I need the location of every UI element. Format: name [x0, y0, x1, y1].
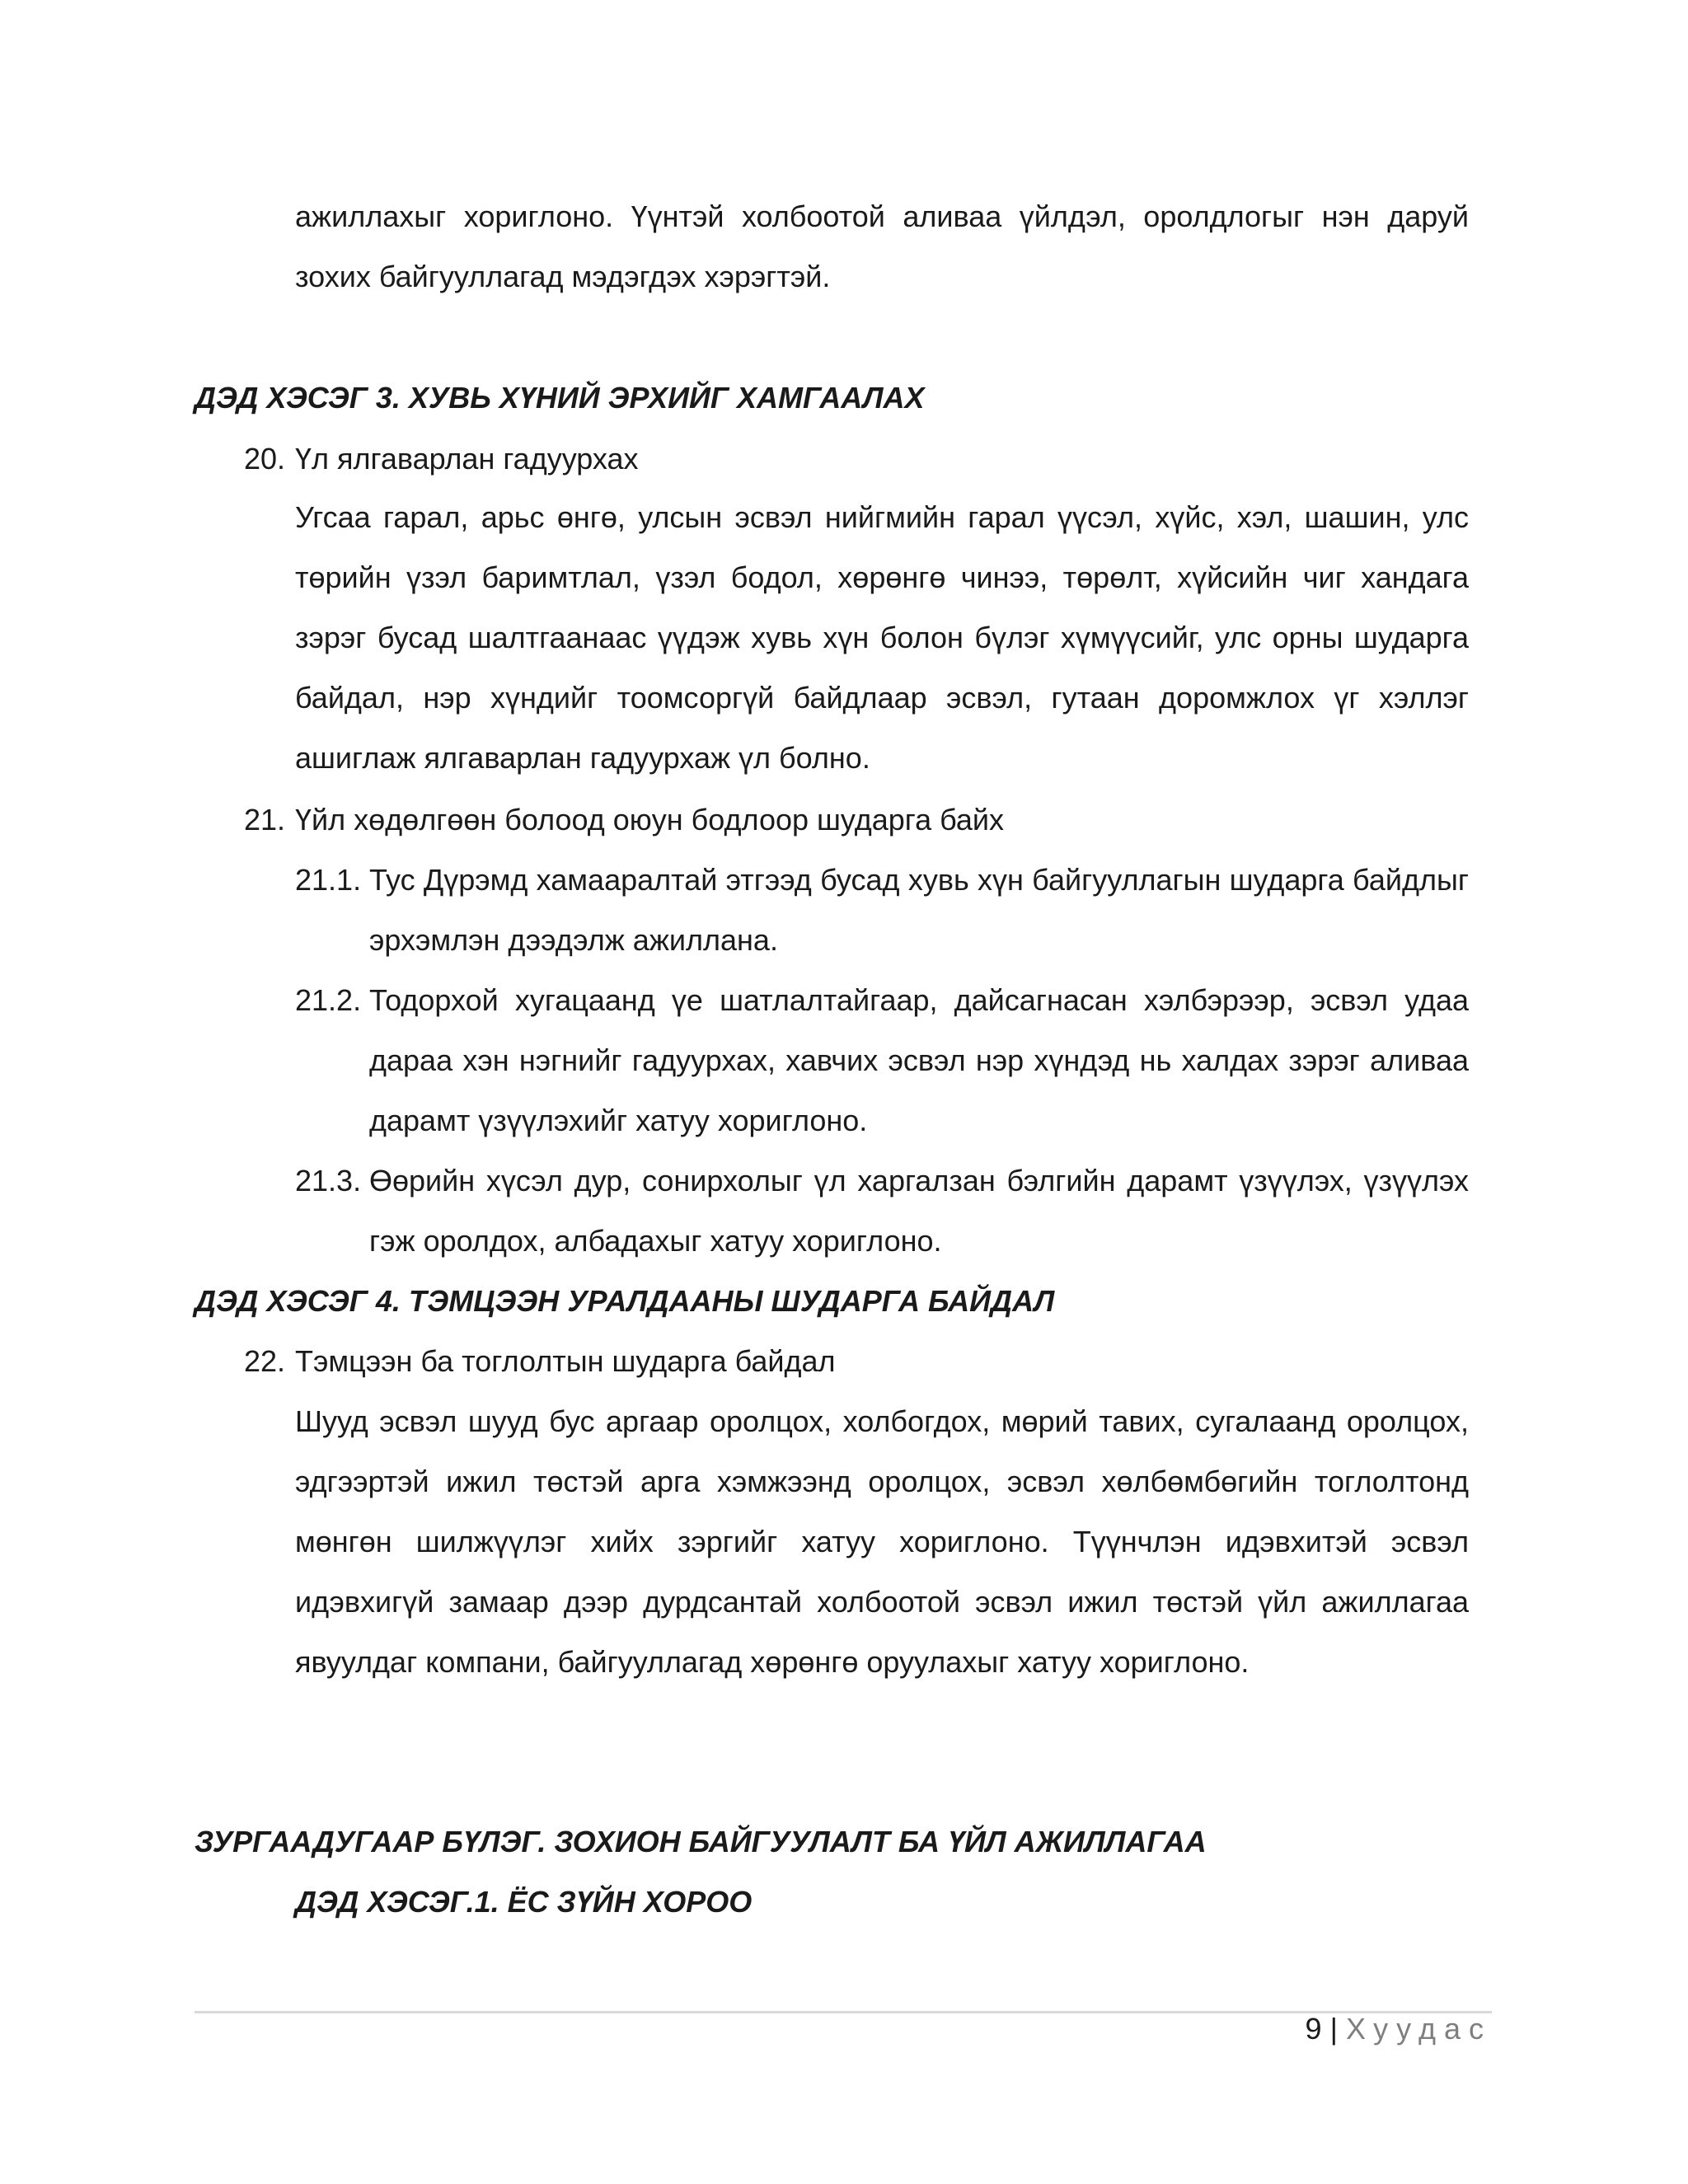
footer-divider [195, 2011, 1492, 2013]
item-21-number: 21. [244, 803, 286, 837]
item-21-3-number: 21.3. [295, 1164, 362, 1197]
chapter-6-heading: ЗУРГААДУГААР БҮЛЭГ. ЗОХИОН БАЙГУУЛАЛТ БА ҮЙЛ АЖИЛЛАГАА [195, 1825, 1207, 1858]
item-22-title-text: Тэмцээн ба тоглолтын шударга байдал [295, 1344, 836, 1378]
item-21-title [244, 790, 1004, 850]
item-21-1 [295, 850, 1469, 970]
section-4-heading: ДЭД ХЭСЭГ 4. ТЭМЦЭЭН УРАЛДААНЫ ШУДАРГА БАЙДАЛ [195, 1284, 1055, 1318]
page-footer [1306, 2004, 1492, 2054]
section-3-heading: ДЭД ХЭСЭГ 3. ХУВЬ ХҮНИЙ ЭРХИЙГ ХАМГААЛАХ [195, 381, 925, 415]
item-21-2-number: 21.2. [295, 983, 362, 1017]
item-21-3-text: Өөрийн хүсэл дур, сонирхолыг үл харгалзан бэлгийн дарамт үзүүлэх, үзүүлэх гэж оролдох, албадахыг хатуу хориглоно. [369, 1164, 1469, 1258]
item-22-body: Шууд эсвэл шууд бус аргаар оролцох, холбогдох, мөрий тавих, сугалаанд оролцох, эдгээртэй ижил төстэй арга хэмжээнд оролцох, эсвэл хөлбөмбөгийн тоглолтонд мөнгөн шилжүүлэг хийх зэргийг хатуу хориглоно. Түүнчлэн идэвхитэй эсвэл идэвхигүй замаар дээр дурдсантай холбоотой эсвэл ижил төстэй үйл ажиллагаа явуулдаг компани, байгууллагад хөрөнгө оруулахыг хатуу хориглоно. [295, 1404, 1469, 1679]
chapter-6-subheading: ДЭД ХЭСЭГ.1. ЁС ЗҮЙН ХОРОО [295, 1885, 753, 1919]
item-21-2-text: Тодорхой хугацаанд үе шатлалтайгаар, дайсагнасан хэлбэрээр, эсвэл удаа дараа хэн нэгнийг гадуурхах, хавчих эсвэл нэр хүндэд нь халдах зэрэг аливаа дарамт үзүүлэхийг хатуу хориглоно. [369, 983, 1469, 1137]
page-word: Хуудас [1345, 2012, 1492, 2046]
item-22-title [244, 1331, 836, 1391]
page-number: 9 [1305, 2012, 1322, 2046]
item-22-number: 22. [244, 1344, 286, 1378]
footer-separator: | [1329, 2012, 1338, 2046]
item-20-title-text: Үл ялгаварлан гадуурхах [295, 442, 639, 476]
item-21-2 [295, 970, 1469, 1151]
item-20-number: 20. [244, 442, 286, 476]
item-20-body: Угсаа гарал, арьс өнгө, улсын эсвэл нийгмийн гарал үүсэл, хүйс, хэл, шашин, улс төрийн үзэл баримтлал, үзэл бодол, хөрөнгө чинээ, төрөлт, хүйсийн чиг хандага зэрэг бусад шалтгаанаас үүдэж хувь хүн болон бүлэг хүмүүсийг, улс орны шударга байдал, нэр хүндийг тоомсоргүй байдлаар эсвэл, гутаан доромжлох үг хэллэг ашиглаж ялгаварлан гадуурхаж үл болно. [295, 500, 1469, 775]
item-20-title [244, 429, 639, 489]
item-21-1-number: 21.1. [295, 863, 362, 897]
continuation-paragraph: ажиллахыг хориглоно. Үүнтэй холбоотой аливаа үйлдэл, оролдлогыг нэн даруй зохих байгууллагад мэдэгдэх хэрэгтэй. [295, 199, 1469, 293]
item-21-1-text: Тус Дүрэмд хамааралтай этгээд бусад хувь хүн байгууллагын шударга байдлыг эрхэмлэн дээдэлж ажиллана. [369, 863, 1469, 957]
item-21-title-text: Үйл хөдөлгөөн болоод оюун бодлоор шударга байх [295, 803, 1005, 837]
item-21-3 [295, 1151, 1469, 1271]
